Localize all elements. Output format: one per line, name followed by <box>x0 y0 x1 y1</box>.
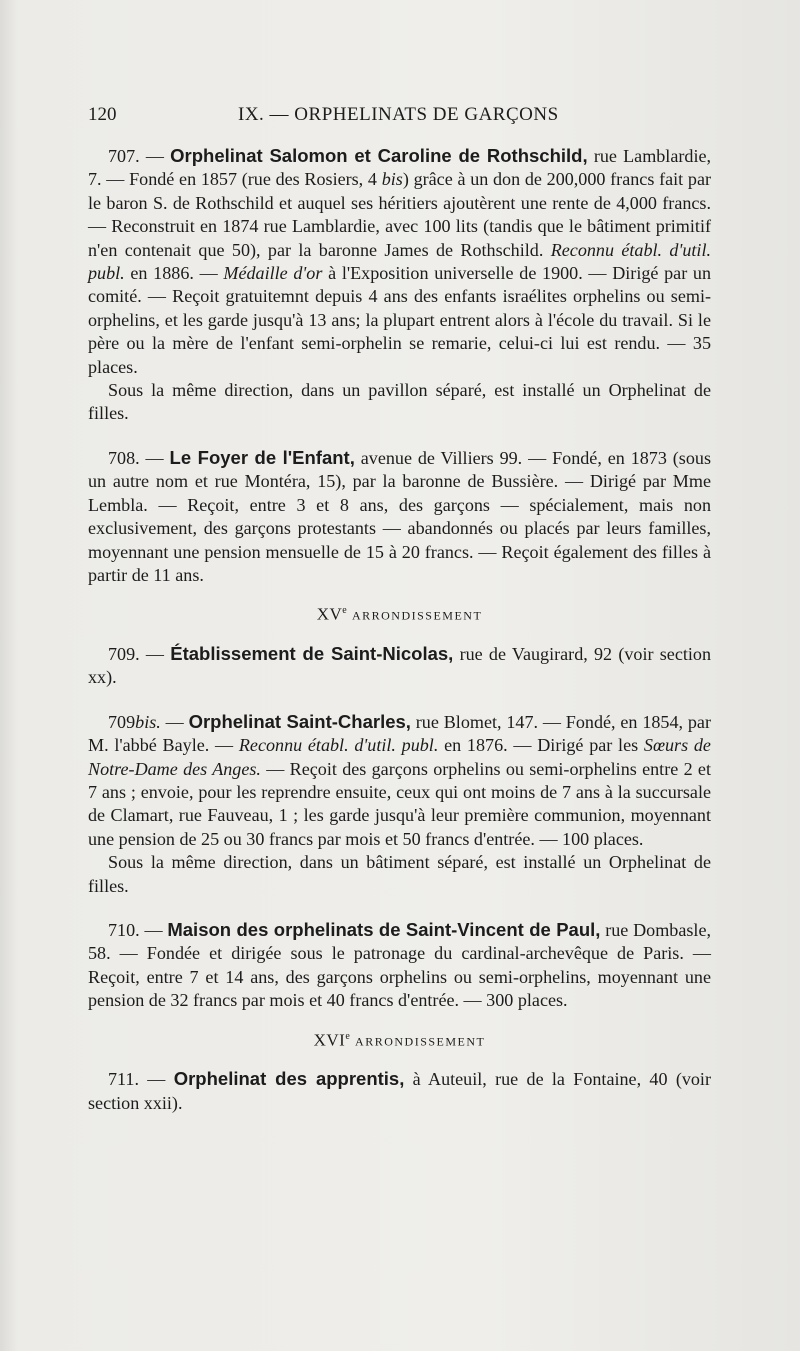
entry-italic: bis <box>381 169 403 190</box>
arrondissement-numeral: XV <box>316 604 343 624</box>
entry-number: 707. — <box>108 146 164 166</box>
entry-text: — Reçoit des garçons orphelins ou semi-orphelins entre 2 et 7 ans ; envoie, pour les reprendre ensuite, ceux qui ont moins de 7 ans à la succursale de Clamart, rue Fauveau, 1 ; les garde jusqu'à leur première communion, moyennant une pension de 25 ou 30 francs par mois et 50 francs d'entrée. — 100 places. <box>88 758 711 849</box>
entry-709bis-note: Sous la même direction, dans un bâtiment séparé, est installé un Orphelinat de filles. <box>88 852 711 896</box>
entry-text: en 1886. — <box>130 263 218 284</box>
entry-text: avenue de Villiers 99. — Fondé, en 1873 (sous un autre nom et rue Montéra, 15), par la baronne de Bussière. — Dirigé par Mme Lembla. — Reçoit, entre 3 et 8 ans, des garçons — spécialement, mais non exclusivement, des garçons protestants — abandonnés ou placés par leurs familles, moyennant une pension mensuelle de 15 à 20 francs. — Reçoit également des filles à partir de 11 ans. <box>88 447 711 585</box>
arrondissement-label: ARRONDISSEMENT <box>355 1034 486 1049</box>
entry-text: à l'Exposition universelle de 1900. — Dirigé par un comité. — Reçoit gratuitemnt depuis 4 ans des enfants israélites orphelins ou semi-orphelins, et les garde jusqu'à 13 ans; la plupart entrent alors à l'école du travail. Si le père ou la mère de l'enfant semi-orphelin se remarie, celui-ci lui est rendu. — 35 places. <box>88 263 712 377</box>
entry-number: 710. — <box>108 920 163 941</box>
entry-710 <box>88 918 711 1013</box>
entry-italic: Reconnu établ. d'util. publ. <box>88 239 711 284</box>
entry-707-note: Sous la même direction, dans un pavillon séparé, est installé un Orphelinat de filles. <box>88 380 711 424</box>
arrondissement-sup: e <box>345 1030 351 1042</box>
entry-italic: Sœurs de Notre-Dame des Anges. <box>88 735 711 779</box>
spacer <box>88 898 711 918</box>
body-text <box>88 144 711 1115</box>
arrondissement-label: ARRONDISSEMENT <box>351 608 483 623</box>
entry-709bis <box>88 710 711 851</box>
page-number: 120 <box>88 104 117 125</box>
entry-text: rue Blomet, 147. — Fondé, en 1854, par M. l'abbé Bayle. — <box>88 711 711 756</box>
page-content <box>88 100 711 1115</box>
running-head <box>88 100 711 130</box>
institution-name: Orphelinat Salomon et Caroline de Rothschild, <box>170 145 588 166</box>
arrondissement-heading-16 <box>88 1025 711 1054</box>
entry-dash: — <box>165 711 184 732</box>
entry-711 <box>88 1067 711 1115</box>
institution-name: Le Foyer de l'Enfant, <box>169 446 355 468</box>
institution-name: Maison des orphelinats de Saint-Vincent de Paul, <box>167 919 601 941</box>
institution-name: Établissement de Saint-Nicolas, <box>170 642 454 664</box>
spacer <box>88 426 711 446</box>
entry-text: rue de Vaugirard, 92 (voir section xx). <box>88 643 711 688</box>
entry-text: en 1876. — Dirigé par les <box>444 735 639 756</box>
institution-name: Orphelinat Saint-Charles, <box>188 710 411 732</box>
entry-text: rue Dombasle, 58. — Fondée et dirigée sous le patronage du cardinal-archevêque de Paris. — Reçoit, entre 7 et 14 ans, des garçons orphelins ou semi-orphelins, moyennant une pension de 32 francs par mois et 40 francs d'entrée. — 300 places. <box>88 920 712 1011</box>
entry-text: à Auteuil, rue de la Fontaine, 40 (voir section xxii). <box>88 1069 711 1113</box>
entry-number: 711. — <box>108 1069 166 1090</box>
chapter-title: IX. — ORPHELINATS DE GARÇONS <box>238 104 559 125</box>
entry-708 <box>88 446 711 587</box>
entry-text: rue Lamblardie, 7. — Fondé en 1857 (rue des Rosiers, 4 <box>88 146 712 190</box>
entry-709 <box>88 642 711 690</box>
entry-number: 708. — <box>108 447 164 468</box>
entry-number: 709. — <box>108 643 164 664</box>
arrondissement-sup: e <box>342 605 348 617</box>
entry-italic: Reconnu établ. d'util. publ. <box>238 735 439 756</box>
institution-name: Orphelinat des apprentis, <box>173 1068 405 1090</box>
entry-number: 709 <box>108 711 136 732</box>
spacer <box>88 690 711 710</box>
entry-italic: Médaille d'or <box>223 263 323 284</box>
entry-707 <box>88 144 711 379</box>
entry-text: ) grâce à un don de 200,000 francs fait par le baron S. de Rothschild et auquel ses héritiers ajoutèrent une rente de 4,000 francs. — Reconstruit en 1874 rue Lamblardie, avec 100 lits (tandis que le bâtiment primitif n'en contenait que 50), par la baronne James de Rothschild. <box>88 169 712 260</box>
arrondissement-heading-15 <box>88 599 711 628</box>
entry-number-suffix: bis. <box>135 711 161 732</box>
arrondissement-numeral: XVI <box>313 1030 346 1050</box>
